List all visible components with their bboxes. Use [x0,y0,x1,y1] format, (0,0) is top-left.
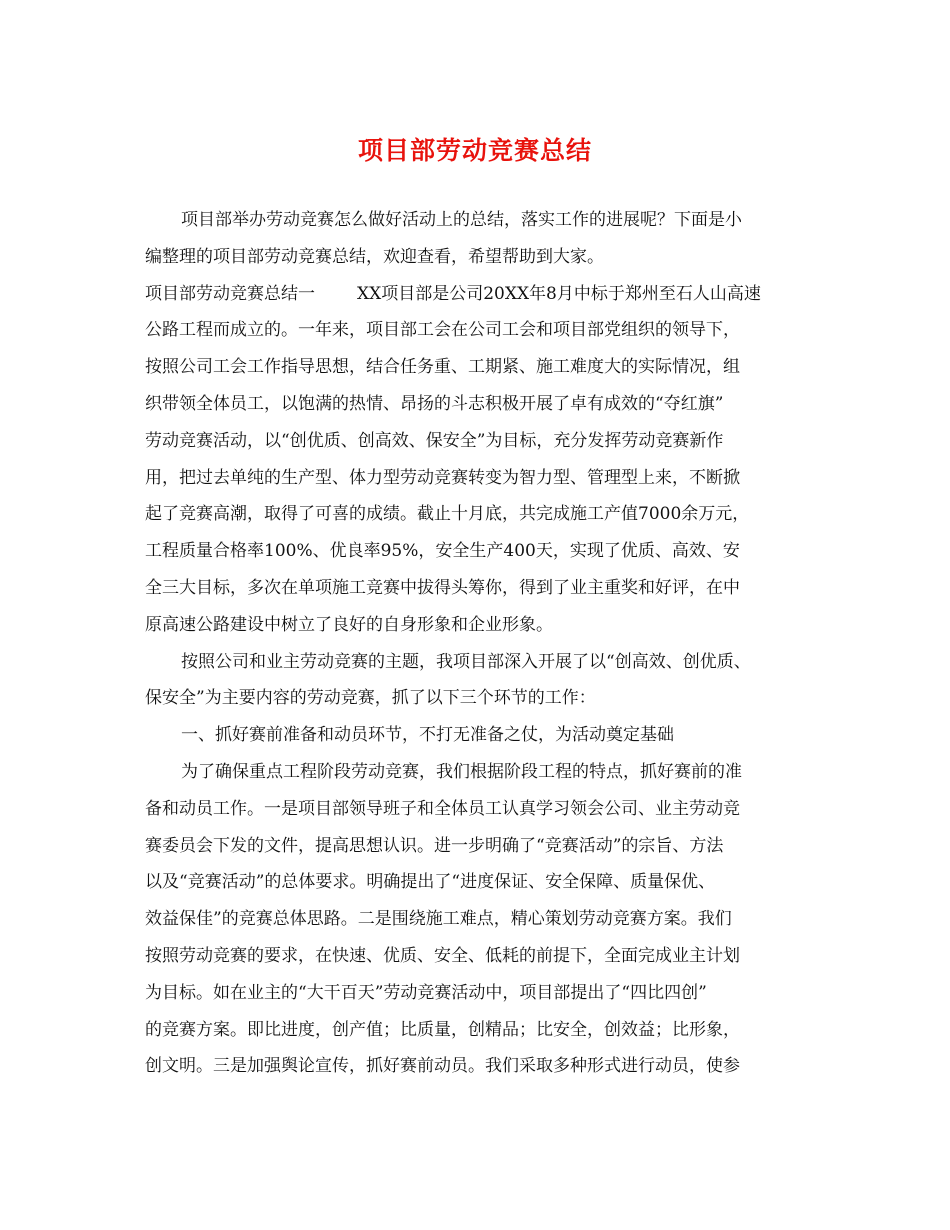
document-title: 项目部劳动竞赛总结 [357,136,592,165]
paragraph-line: 创文明。三是加强舆论宣传，抓好赛前动员。我们采取多种形式进行动员，使参 [145,1056,740,1077]
section-label: 项目部劳动竞赛总结一 [145,283,315,304]
paragraph-line: 用，把过去单纯的生产型、体力型劳动竞赛转变为智力型、管理型上来，不断掀 [145,467,740,488]
paragraph-line: 的竞赛方案。即比进度，创产值；比质量，创精品；比安全，创效益；比形象， [145,1019,740,1040]
paragraph-line: 按照劳动竞赛的要求，在快速、优质、安全、低耗的前提下，全面完成业主计划 [145,945,740,966]
paragraph-line: 编整理的项目部劳动竞赛总结，欢迎查看，希望帮助到大家。 [145,246,604,267]
document-body [145,202,811,1085]
paragraph-line: 劳动竞赛活动，以“创优质、创高效、保安全”为目标，充分发挥劳动竞赛新作 [145,430,724,451]
paragraph-line: 按照公司和业主劳动竞赛的主题，我项目部深入开展了以“创高效、创优质、 [181,651,751,672]
paragraph-line: 织带领全体员工，以饱满的热情、昂扬的斗志积极开展了卓有成效的“夺红旗” [145,393,724,414]
paragraph-line: 原高速公路建设中树立了良好的自身形象和企业形象。 [145,614,553,635]
paragraph-line: 项目部举办劳动竞赛怎么做好活动上的总结，落实工作的进展呢？下面是小 [181,210,742,230]
paragraph-line: 公路工程而成立的。一年来，项目部工会在公司工会和项目部党组织的领导下， [145,320,740,341]
paragraph-line: 为了确保重点工程阶段劳动竞赛，我们根据阶段工程的特点，抓好赛前的准 [181,761,742,782]
paragraph-line: 备和动员工作。一是项目部领导班子和全体员工认真学习领会公司、业主劳动竞 [145,798,740,819]
paragraph-line: 工程质量合格率100%、优良率95%，安全生产400天，实现了优质、高效、安 [145,541,740,562]
paragraph-line: 为目标。如在业主的“大干百天”劳动竞赛活动中，项目部提出了“四比四创” [145,982,707,1003]
section-heading: 一、抓好赛前准备和动员环节，不打无准备之仗，为活动奠定基础 [181,725,674,746]
paragraph-line: 效益保佳”的竞赛总体思路。二是围绕施工难点，精心策划劳动竞赛方案。我们 [145,909,732,930]
paragraph-line: 以及“竞赛活动”的总体要求。明确提出了“进度保证、安全保障、质量保优、 [145,872,716,893]
paragraph-line-with-label [145,276,811,313]
paragraph-line: 按照公司工会工作指导思想，结合任务重、工期紧、施工难度大的实际情况，组 [145,357,740,378]
paragraph-line: 全三大目标，多次在单项施工竞赛中拔得头筹你，得到了业主重奖和好评，在中 [145,577,740,598]
paragraph-text: XX项目部是公司20XX年8月中标于郑州至石人山高速 [357,283,761,304]
paragraph-line: 赛委员会下发的文件，提高思想认识。进一步明确了“竞赛活动”的宗旨、方法 [145,835,724,856]
paragraph-line: 保安全”为主要内容的劳动竞赛，抓了以下三个环节的工作： [145,688,596,709]
paragraph-line: 起了竞赛高潮，取得了可喜的成绩。截止十月底，共完成施工产值7000余万元， [145,504,750,525]
